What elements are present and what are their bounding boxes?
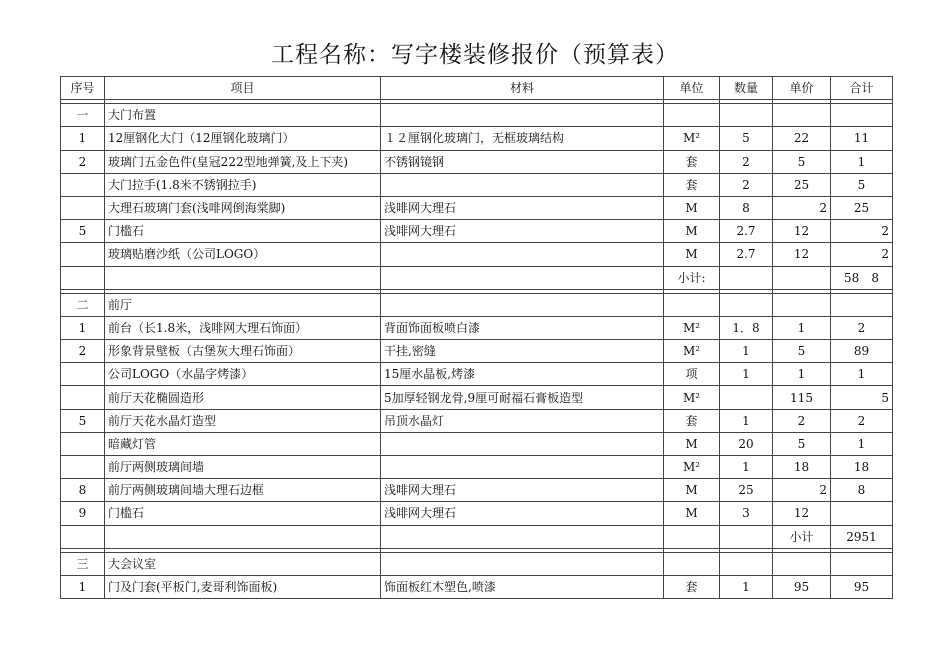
table-row	[61, 456, 893, 479]
section-name: 大会议室	[105, 552, 381, 575]
page-title: 工程名称：写字楼装修报价（预算表）	[271, 42, 679, 68]
row-material: 背面饰面板喷白漆	[381, 316, 664, 339]
subtotal-label: 小计:	[664, 266, 720, 289]
row-price: 12	[773, 243, 831, 266]
row-no: 1	[61, 127, 105, 150]
section-header-row	[61, 293, 893, 316]
header-material: 材料	[381, 77, 664, 100]
section-name: 大门布置	[105, 104, 381, 127]
row-item: 前厅两侧玻璃间墙大理石边框	[105, 479, 381, 502]
row-qty: 2	[720, 173, 773, 196]
row-material: １２厘钢化玻璃门，无框玻璃结构	[381, 127, 664, 150]
row-no	[61, 243, 105, 266]
section-no: 三	[61, 552, 105, 575]
row-item: 前台（长1.8米，浅啡网大理石饰面）	[105, 316, 381, 339]
row-unit: 套	[664, 575, 720, 598]
row-unit: M²	[664, 340, 720, 363]
row-item: 大理石玻璃门套(浅啡网倒海棠脚)	[105, 196, 381, 219]
row-qty: 1	[720, 575, 773, 598]
row-total: 8	[831, 479, 893, 502]
section-no: 二	[61, 293, 105, 316]
row-total: 2	[831, 316, 893, 339]
empty-cell	[664, 293, 720, 316]
row-item: 暗藏灯管	[105, 432, 381, 455]
table-row	[61, 127, 893, 150]
empty-cell	[720, 293, 773, 316]
row-qty: 2.7	[720, 220, 773, 243]
row-qty: 8	[720, 196, 773, 219]
row-price: 95	[773, 575, 831, 598]
row-total: 2	[831, 220, 893, 243]
empty-cell	[720, 104, 773, 127]
header-no: 序号	[61, 77, 105, 100]
row-unit: M	[664, 502, 720, 525]
table-row	[61, 196, 893, 219]
row-material: 浅啡网大理石	[381, 479, 664, 502]
row-material: 饰面板红木塑色,喷漆	[381, 575, 664, 598]
table-row	[61, 150, 893, 173]
row-qty: 2.7	[720, 243, 773, 266]
row-total: 2	[831, 243, 893, 266]
row-unit: M²	[664, 456, 720, 479]
table-row	[61, 409, 893, 432]
table-row	[61, 243, 893, 266]
row-price: 115	[773, 386, 831, 409]
subtotal-row	[61, 266, 893, 289]
empty-cell	[105, 525, 381, 548]
row-no: 2	[61, 150, 105, 173]
table-row	[61, 173, 893, 196]
row-item: 形象背景壁板（古堡灰大理石饰面）	[105, 340, 381, 363]
header-unit: 单位	[664, 77, 720, 100]
row-material: 吊顶水晶灯	[381, 409, 664, 432]
row-material: 5加厚轻钢龙骨,9厘可耐福石膏板造型	[381, 386, 664, 409]
empty-cell	[720, 266, 773, 289]
empty-cell	[381, 552, 664, 575]
row-qty	[720, 386, 773, 409]
row-qty: 1	[720, 409, 773, 432]
row-unit: M²	[664, 386, 720, 409]
subtotal-value: 58 8	[831, 266, 893, 289]
row-item: 前厅天花椭圆造形	[105, 386, 381, 409]
empty-cell	[381, 525, 664, 548]
subtotal-row	[61, 525, 893, 548]
row-price: 2	[773, 196, 831, 219]
row-price: 1	[773, 363, 831, 386]
row-no: 1	[61, 575, 105, 598]
section-header-row	[61, 552, 893, 575]
empty-cell	[831, 293, 893, 316]
row-qty: 2	[720, 150, 773, 173]
row-material	[381, 243, 664, 266]
row-price: 2	[773, 479, 831, 502]
row-unit: 套	[664, 173, 720, 196]
row-no	[61, 196, 105, 219]
row-qty: 20	[720, 432, 773, 455]
subtotal-value: 2951	[831, 525, 893, 548]
table-row	[61, 479, 893, 502]
row-material	[381, 173, 664, 196]
row-price: 12	[773, 220, 831, 243]
section-name: 前厅	[105, 293, 381, 316]
header-qty: 数量	[720, 77, 773, 100]
row-qty: 1	[720, 456, 773, 479]
table-row	[61, 432, 893, 455]
row-total: 1	[831, 432, 893, 455]
row-total: 5	[831, 386, 893, 409]
empty-cell	[381, 104, 664, 127]
row-material: 15厘水晶板,烤漆	[381, 363, 664, 386]
row-unit: M	[664, 243, 720, 266]
row-unit: 套	[664, 150, 720, 173]
row-item: 12厘钢化大门（12厘钢化玻璃门）	[105, 127, 381, 150]
row-material	[381, 432, 664, 455]
empty-cell	[381, 293, 664, 316]
header-total: 合计	[831, 77, 893, 100]
row-total: 1	[831, 363, 893, 386]
row-total: 5	[831, 173, 893, 196]
empty-cell	[720, 552, 773, 575]
row-no	[61, 386, 105, 409]
table-row	[61, 363, 893, 386]
section-header-row	[61, 104, 893, 127]
empty-cell	[773, 552, 831, 575]
row-item: 前厅两侧玻璃间墙	[105, 456, 381, 479]
empty-cell	[831, 104, 893, 127]
row-qty: 1	[720, 340, 773, 363]
row-price: 5	[773, 150, 831, 173]
row-no: 1	[61, 316, 105, 339]
empty-cell	[105, 266, 381, 289]
row-unit: M	[664, 196, 720, 219]
row-unit: M	[664, 479, 720, 502]
header-item: 项目	[105, 77, 381, 100]
empty-cell	[831, 552, 893, 575]
row-total: 2	[831, 409, 893, 432]
row-item: 玻璃门五金色件(皇冠222型地弹簧,及上下夹)	[105, 150, 381, 173]
row-unit: 项	[664, 363, 720, 386]
row-material: 浅啡网大理石	[381, 220, 664, 243]
row-item: 前厅天花水晶灯造型	[105, 409, 381, 432]
table-row	[61, 502, 893, 525]
row-price: 22	[773, 127, 831, 150]
empty-cell	[61, 525, 105, 548]
table-row	[61, 340, 893, 363]
empty-cell	[720, 525, 773, 548]
row-unit: 套	[664, 409, 720, 432]
empty-cell	[381, 266, 664, 289]
row-unit: M²	[664, 316, 720, 339]
row-price: 2	[773, 409, 831, 432]
row-price: 25	[773, 173, 831, 196]
row-unit: M	[664, 220, 720, 243]
row-unit: M²	[664, 127, 720, 150]
row-no: 2	[61, 340, 105, 363]
row-total: 95	[831, 575, 893, 598]
row-total: 11	[831, 127, 893, 150]
row-material: 浅啡网大理石	[381, 502, 664, 525]
row-qty: 5	[720, 127, 773, 150]
row-material: 干挂,密缝	[381, 340, 664, 363]
row-total	[831, 502, 893, 525]
row-qty: 1．8	[720, 316, 773, 339]
budget-table	[60, 76, 893, 599]
header-row	[61, 77, 893, 100]
row-material: 不锈钢镜钢	[381, 150, 664, 173]
subtotal-label: 小计	[773, 525, 831, 548]
row-total: 89	[831, 340, 893, 363]
row-price: 12	[773, 502, 831, 525]
row-material: 浅啡网大理石	[381, 196, 664, 219]
row-unit: M	[664, 432, 720, 455]
row-qty: 3	[720, 502, 773, 525]
header-price: 单价	[773, 77, 831, 100]
row-price: 18	[773, 456, 831, 479]
empty-cell	[773, 293, 831, 316]
row-no: 8	[61, 479, 105, 502]
row-qty: 25	[720, 479, 773, 502]
empty-cell	[773, 266, 831, 289]
row-price: 5	[773, 340, 831, 363]
empty-cell	[664, 525, 720, 548]
row-no	[61, 363, 105, 386]
row-no	[61, 432, 105, 455]
table-row	[61, 220, 893, 243]
row-total: 1	[831, 150, 893, 173]
row-total: 25	[831, 196, 893, 219]
row-item: 大门拉手(1.8米不锈钢拉手)	[105, 173, 381, 196]
table-row	[61, 575, 893, 598]
row-no: 9	[61, 502, 105, 525]
row-qty: 1	[720, 363, 773, 386]
row-item: 玻璃贴磨沙纸（公司LOGO）	[105, 243, 381, 266]
row-price: 1	[773, 316, 831, 339]
row-material	[381, 456, 664, 479]
row-no: 5	[61, 220, 105, 243]
row-item: 公司LOGO（水晶字烤漆）	[105, 363, 381, 386]
table-row	[61, 316, 893, 339]
empty-cell	[664, 552, 720, 575]
empty-cell	[773, 104, 831, 127]
row-total: 18	[831, 456, 893, 479]
row-no	[61, 456, 105, 479]
row-item: 门及门套(平板门,麦哥利饰面板)	[105, 575, 381, 598]
section-no: 一	[61, 104, 105, 127]
row-item: 门槛石	[105, 502, 381, 525]
row-price: 5	[773, 432, 831, 455]
row-item: 门槛石	[105, 220, 381, 243]
empty-cell	[664, 104, 720, 127]
row-no	[61, 173, 105, 196]
table-row	[61, 386, 893, 409]
row-no: 5	[61, 409, 105, 432]
empty-cell	[61, 266, 105, 289]
